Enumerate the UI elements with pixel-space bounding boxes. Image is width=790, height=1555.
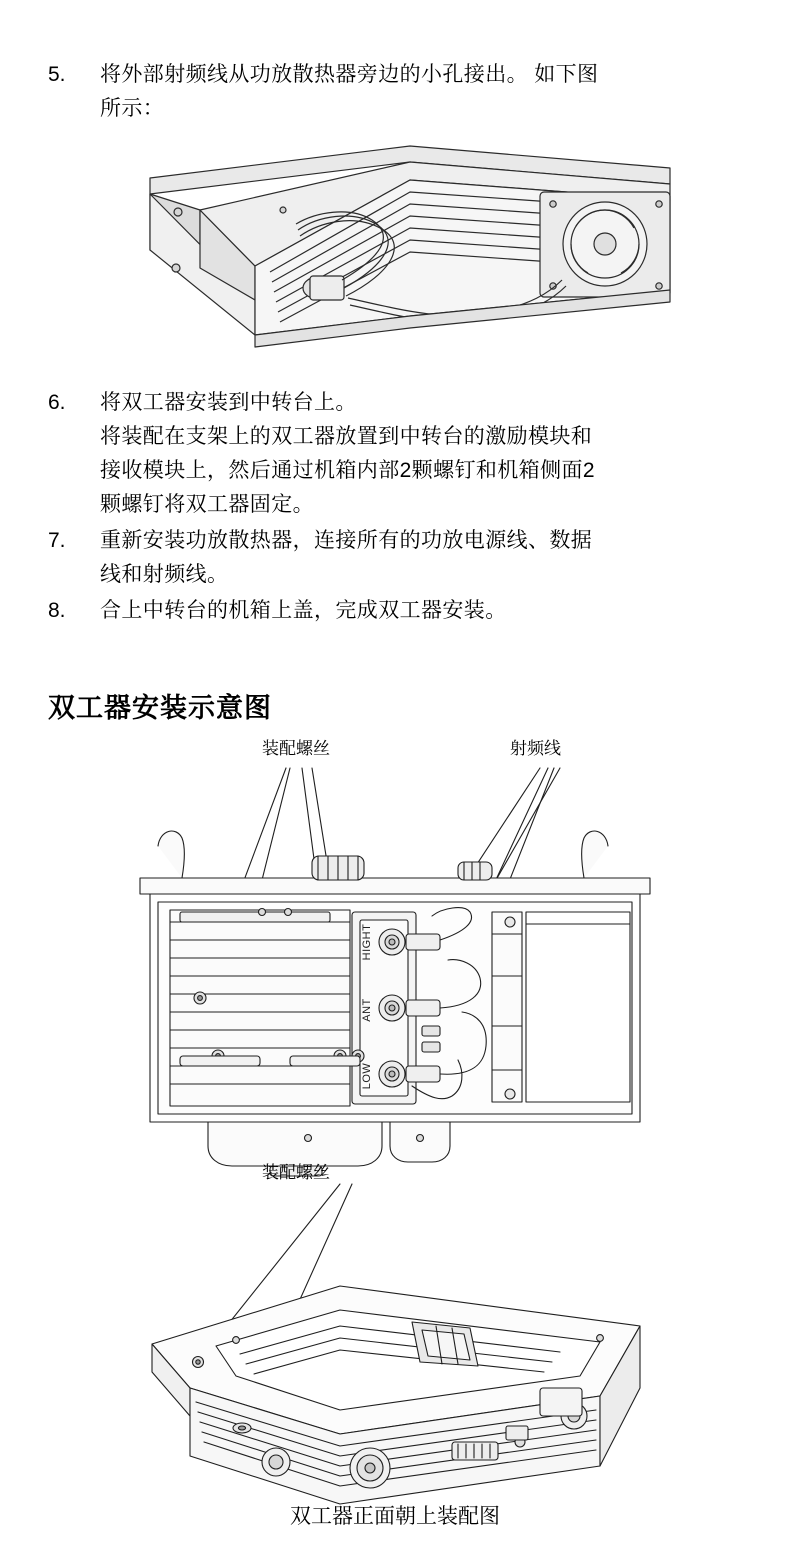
- step-number: 8.: [48, 599, 66, 622]
- step-text: [100, 594, 742, 628]
- steps-list-continued: [48, 386, 742, 630]
- port-label-high: HIGHT: [361, 923, 373, 961]
- step-number: 5.: [48, 63, 66, 86]
- step-text: [100, 386, 742, 522]
- callout-screws-bottom: 装配螺丝: [262, 1163, 330, 1182]
- port-label-ant: ANT: [361, 998, 373, 1022]
- list-item: [48, 386, 742, 522]
- step-text: [100, 58, 742, 126]
- figure-rf-cable-routing: [110, 140, 690, 360]
- step-line: 将装配在支架上的双工器放置到中转台的激励模块和: [100, 425, 593, 448]
- step-line: 所示：: [100, 97, 165, 120]
- step-line: 颗螺钉将双工器固定。: [100, 493, 314, 516]
- list-item: [48, 58, 742, 126]
- step-line: 线和射频线。: [100, 563, 229, 586]
- step-number: 6.: [48, 391, 66, 414]
- callout-screws-top: 装配螺丝: [262, 739, 330, 758]
- callout-rf-cable: 射频线: [510, 739, 561, 758]
- step-line: 将外部射频线从功放散热器旁边的小孔接出。 如下图: [100, 63, 599, 86]
- step-number: 7.: [48, 529, 66, 552]
- steps-list: [48, 58, 742, 128]
- figure-caption: 双工器正面朝上装配图: [290, 1505, 500, 1528]
- page-title: 双工器安装示意图: [48, 693, 272, 723]
- step-line: 接收模块上，然后通过机箱内部2颗螺钉和机箱侧面2: [100, 459, 595, 482]
- step-line: 合上中转台的机箱上盖，完成双工器安装。: [100, 599, 507, 622]
- list-item: [48, 594, 742, 628]
- figure-duplexer-installation: [40, 726, 750, 1536]
- list-item: [48, 524, 742, 592]
- step-text: [100, 524, 742, 592]
- step-line: 重新安装功放散热器，连接所有的功放电源线、数据: [100, 529, 593, 552]
- port-label-low: LOW: [361, 1062, 373, 1090]
- step-line: 将双工器安装到中转台上。: [100, 391, 357, 414]
